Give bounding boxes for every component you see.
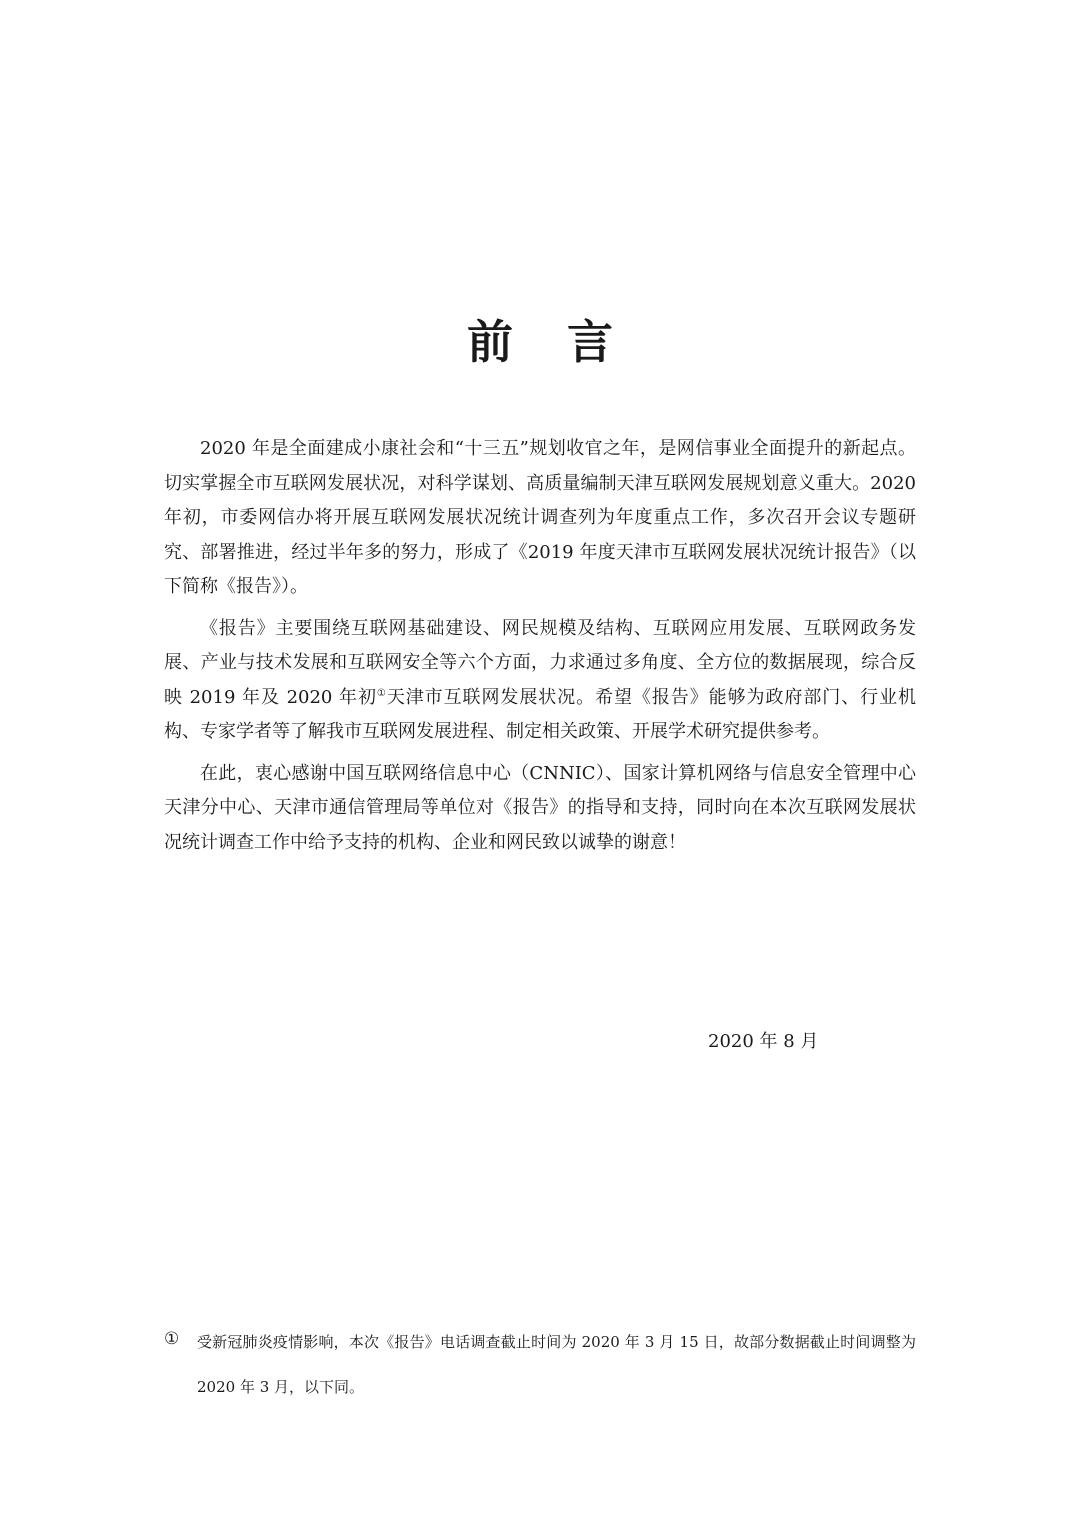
date-line: 2020 年 8 月 xyxy=(708,1031,819,1052)
footnote xyxy=(164,1320,916,1410)
paragraph-2-text-before: 《报告》主要围绕互联网基础建设、网民规模及结构、互联网应用发展、互联网政务发展、产业与技术发展和互联网安全等六个方面，力求通过多角度、全方位的数据展现，综合反映 2019 年及 2020 年初 xyxy=(164,617,916,708)
page-title xyxy=(0,312,1080,372)
paragraph-2-text-after: 天津市互联网发展状况。希望《报告》能够为政府部门、行业机构、专家学者等了解我市互联网发展进程、制定相关政策、开展学术研究提供参考。 xyxy=(164,686,916,742)
paragraph-2 xyxy=(164,612,916,750)
title-char-1: 前 xyxy=(467,315,513,369)
paragraph-1: 2020 年是全面建成小康社会和“十三五”规划收官之年，是网信事业全面提升的新起点。切实掌握全市互联网发展状况，对科学谋划、高质量编制天津互联网发展规划意义重大。2020 年初，市委网信办将开展互联网发展状况统计调查列为年度重点工作，多次召开会议专题研究、部署推进，经过半年多的努力，形成了《2019 年度天津市互联网发展状况统计报告》（以下简称《报告》）。 xyxy=(164,438,916,597)
footnote-mark: ① xyxy=(164,1329,180,1349)
paragraph-3: 在此，衷心感谢中国互联网络信息中心（CNNIC）、国家计算机网络与信息安全管理中心天津分中心、天津市通信管理局等单位对《报告》的指导和支持，同时向在本次互联网发展状况统计调查工作中给予支持的机构、企业和网民致以诚挚的谢意！ xyxy=(164,762,916,853)
footnote-text: 受新冠肺炎疫情影响，本次《报告》电话调查截止时间为 2020 年 3 月 15 日，故部分数据截止时间调整为 2020 年 3 月，以下同。 xyxy=(197,1333,916,1396)
preface-body xyxy=(164,432,916,867)
footnote-reference: ① xyxy=(376,687,387,699)
title-char-2: 言 xyxy=(567,315,613,369)
